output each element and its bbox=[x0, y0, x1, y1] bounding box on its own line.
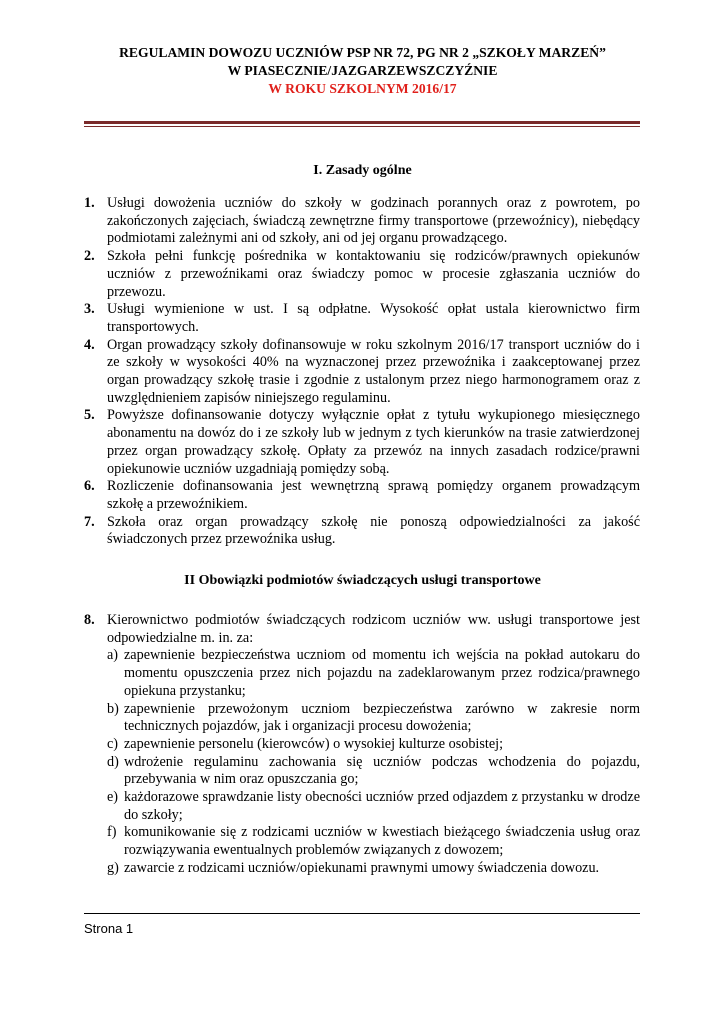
sublist-item-letter: b) bbox=[107, 700, 119, 717]
header-title-line2: W PIASECZNIE/JAZGARZEWSZCZYŹNIE bbox=[227, 63, 498, 78]
section-2-list bbox=[84, 612, 640, 878]
sublist-item-text: zapewnienie bezpieczeństwa uczniom od momentu ich wejścia na pokład autokaru do momentu opuszczenia przez nich pojazdu na zadeklarowanym przez rodzica/prawnego opiekuna przystanku; bbox=[124, 647, 640, 699]
list-item-number: 4. bbox=[84, 336, 95, 353]
list-item bbox=[84, 514, 640, 549]
sublist-item-text: komunikowanie się z rodzicami uczniów w kwestiach bieżącego świadczenia usług oraz rozwiązywania ewentualnych problemów związanych z dowozem; bbox=[124, 824, 640, 859]
section-2-title: II Obowiązki podmiotów świadczących usługi transportowe bbox=[184, 573, 541, 588]
sublist-item-letter: f) bbox=[107, 824, 117, 841]
list-item bbox=[84, 612, 640, 878]
header-divider-thick bbox=[84, 121, 640, 124]
list-item-text: Powyższe dofinansowanie dotyczy wyłącznie opłat z tytułu wykupionego miesięcznego abonamentu na dowóz do i ze szkoły lub w jednym z tych kierunków na trasie zatwierdzonej przez organ prowadzący szkołę. Opłaty za przewóz na innych zasadach rodzice/prawni opiekunowie uczniów uzgadniają pomiędzy sobą. bbox=[107, 407, 640, 477]
list-item-number: 2. bbox=[84, 248, 95, 265]
sublist-item-letter: d) bbox=[107, 753, 119, 770]
section-1-list bbox=[84, 195, 640, 549]
list-item-number: 3. bbox=[84, 301, 95, 318]
document-header bbox=[60, 44, 665, 98]
list-item-number: 1. bbox=[84, 195, 95, 211]
list-item-text: Szkoła pełni funkcję pośrednika w kontaktowaniu się rodziców/prawnych opiekunów uczniów z przewoźnikami oraz świadczy pomoc w procesie zgłaszania uczniów do przewozu. bbox=[107, 248, 640, 300]
sublist-item-letter: c) bbox=[107, 735, 119, 752]
list-item bbox=[84, 195, 640, 248]
sublist-item bbox=[107, 754, 640, 789]
sublist-item bbox=[107, 860, 640, 878]
list-item-text: Organ prowadzący szkoły dofinansowuje w roku szkolnym 2016/17 transport uczniów do i ze szkoły w wysokości 40% na wyznaczonej przez przewoźnika i zaakceptowanej przez organ prowadzący szkołę trasie i zgodnie z ustalonym przez niego harmonogramem oraz z uwzględnieniem zapisów niniejszego regulaminu. bbox=[107, 336, 640, 406]
section-1-title: I. Zasady ogólne bbox=[313, 163, 412, 178]
sublist-item-text: wdrożenie regulaminu zachowania się uczniów podczas wchodzenia do pojazdu, przebywania w nim oraz opuszczania go; bbox=[124, 753, 640, 788]
sublist-item-letter: g) bbox=[107, 859, 119, 876]
list-item bbox=[84, 407, 640, 478]
list-item-number: 5. bbox=[84, 407, 95, 424]
sublist-item bbox=[107, 824, 640, 859]
list-item-text: Kierownictwo podmiotów świadczących rodzicom uczniów ww. usługi transportowe jest odpowiedzialne m. in. za: bbox=[107, 612, 640, 646]
header-divider-thin bbox=[84, 126, 640, 127]
header-title-line1: REGULAMIN DOWOZU UCZNIÓW PSP NR 72, PG NR 2 „SZKOŁY MARZEŃ” bbox=[119, 45, 606, 60]
list-item bbox=[84, 337, 640, 408]
list-item-text: Usługi dowożenia uczniów do szkoły w godzinach porannych oraz z powrotem, po zakończonych zajęciach, świadczą zewnętrzne firmy transportowe (przewoźnicy), niebędący podmiotami zależnymi ani od szkoły, ani od jej organu prowadzącego. bbox=[107, 195, 640, 247]
footer-divider bbox=[84, 913, 640, 914]
sublist-item-letter: e) bbox=[107, 789, 119, 806]
sublist-item-text: zapewnienie personelu (kierowców) o wysokiej kulturze osobistej; bbox=[124, 735, 504, 752]
list-item-text: Rozliczenie dofinansowania jest wewnętrzną sprawą pomiędzy organem prowadzącym szkołę a przewoźnikiem. bbox=[107, 478, 640, 512]
sublist-item bbox=[107, 736, 640, 754]
list-item bbox=[84, 478, 640, 513]
sublist-item bbox=[107, 647, 640, 700]
list-item-number: 8. bbox=[84, 612, 95, 628]
sublist-item-text: każdorazowe sprawdzanie listy obecności uczniów przed odjazdem z przystanku w drodze do szkoły; bbox=[124, 789, 640, 823]
list-item bbox=[84, 301, 640, 336]
list-item bbox=[84, 248, 640, 301]
sublist-item bbox=[107, 789, 640, 824]
header-school-year: W ROKU SZKOLNYM 2016/17 bbox=[268, 81, 457, 96]
sublist-item bbox=[107, 701, 640, 736]
sublist-item-text: zapewnienie przewożonym uczniom bezpieczeństwa zarówno w zakresie norm technicznych pojazdów, jak i organizacji procesu dowożenia; bbox=[124, 700, 640, 735]
sublist-item-text: zawarcie z rodzicami uczniów/opiekunami prawnymi umowy świadczenia dowozu. bbox=[124, 859, 600, 876]
page-number: Strona 1 bbox=[84, 921, 134, 936]
list-item-number: 6. bbox=[84, 478, 95, 495]
list-item-number: 7. bbox=[84, 513, 95, 530]
sublist-item-letter: a) bbox=[107, 647, 119, 664]
list-item-text: Szkoła oraz organ prowadzący szkołę nie ponoszą odpowiedzialności za jakość świadczonych przez przewoźnika usług. bbox=[107, 513, 640, 548]
list-item-text: Usługi wymienione w ust. I są odpłatne. Wysokość opłat ustala kierownictwo firm transportowych. bbox=[107, 301, 640, 335]
sublist bbox=[107, 647, 640, 877]
